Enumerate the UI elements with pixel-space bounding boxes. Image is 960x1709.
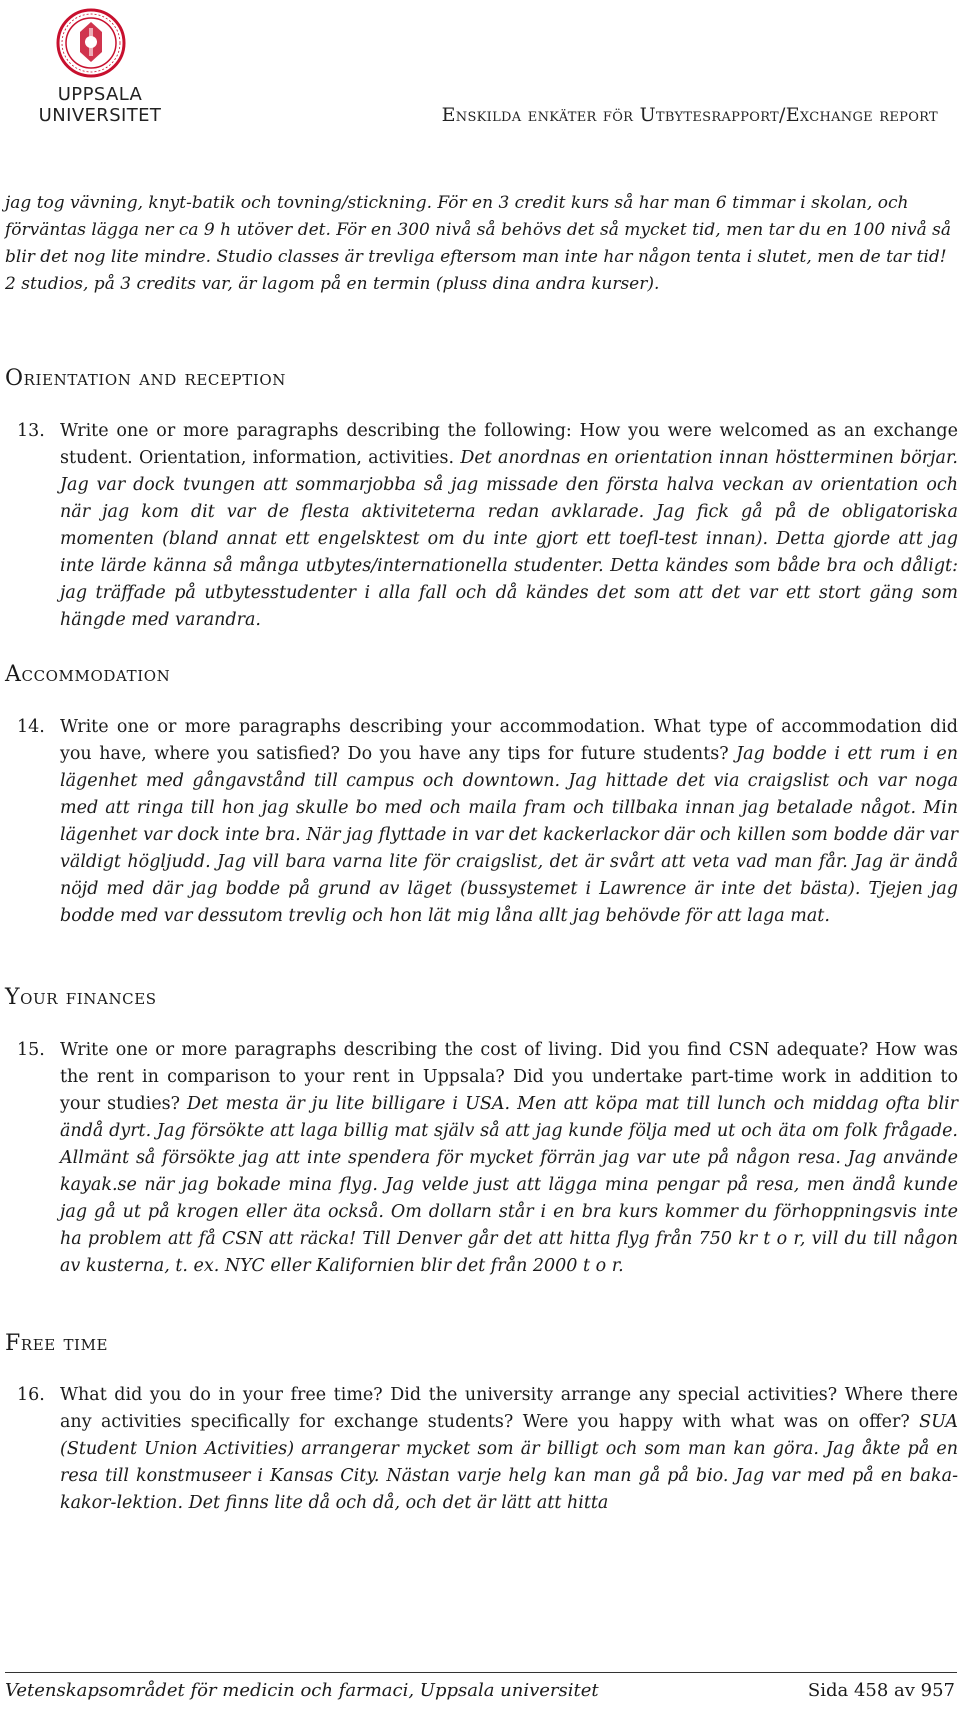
question-number-16: 16. xyxy=(17,1385,45,1405)
page-number: Sida 458 av 957 xyxy=(807,1680,955,1701)
section-title-accommodation: Accommodation xyxy=(5,662,171,687)
page-header xyxy=(0,0,960,140)
intro-paragraph: jag tog vävning, knyt-batik och tovning/stickning. För en 3 credit kurs så har man 6 timmar i skolan, och förväntas lägga ner ca 9 h utöver det. För en 300 nivå så behövs det så mycket tid, men tar du en 100 nivå så blir det nog lite mindre. Studio classes är trevliga eftersom man inte har någon tenta i slutet, men de tar tid! 2 studios, på 3 credits var, är lagom på en termin (pluss dina andra kurser). xyxy=(5,193,951,294)
question-14 xyxy=(60,714,958,930)
section-title-free-time: Free time xyxy=(5,1331,109,1356)
question-13 xyxy=(60,418,958,634)
question-16-text: What did you do in your free time? Did the university arrange any special activities? Where there any activities specifically for exchange students? Were you happy with what was on offer? xyxy=(60,1385,958,1432)
section-title-orientation: Orientation and reception xyxy=(5,366,286,391)
question-14-text: Write one or more paragraphs describing your accommodation. What type of accommodation did you have, where you satisfied? Do you have any tips for future students? xyxy=(60,717,958,764)
answer-16-text: SUA (Student Union Activities) arrangerar mycket som är billigt och som man kan göra. Jag åkte på en resa till konstmuseer i Kansas City. Nästan varje helg kan man gå på bio. Jag var med på en baka-kakor-lektion. Det finns lite då och då, och det är lätt att hitta xyxy=(60,1412,958,1513)
question-13-text: Write one or more paragraphs describing the following: How you were welcomed as an exchange student. Orientation, information, activities. xyxy=(60,421,958,468)
report-title: Enskilda enkäter för Utbytesrapport/Exchange report xyxy=(441,104,938,126)
question-number-14: 14. xyxy=(17,717,45,737)
answer-13-text: Det anordnas en orientation innan höstterminen börjar. Jag var dock tvungen att sommarjobba så jag missade den första halva veckan av orientation och när jag kom dit var de flesta aktiviteterna redan avklarade. Jag fick gå på de obligatoriska momenten (bland annat ett engelsktest om du inte gjort ett toefl-test innan). Detta gjorde att jag inte lärde känna så många utbytes/internationella studenter. Detta kändes som både bra och dåligt: jag träffade på utbytesstudenter i alla fall och då kändes det som att det var ett stort gäng som hängde med varandra. xyxy=(60,448,958,630)
university-name xyxy=(30,84,170,126)
question-16 xyxy=(60,1382,958,1517)
university-name-line1: UPPSALA xyxy=(57,84,143,105)
footer-divider xyxy=(5,1672,957,1673)
section-title-finances: Your finances xyxy=(5,985,157,1010)
question-15-text: Write one or more paragraphs describing the cost of living. Did you find CSN adequate? How was the rent in comparison to your rent in Uppsala? Did you undertake part-time work in addition to your studies? xyxy=(60,1040,958,1114)
question-number-13: 13. xyxy=(17,421,45,441)
footer-institution: Vetenskapsområdet för medicin och farmaci, Uppsala universitet xyxy=(5,1680,599,1701)
uppsala-seal-icon xyxy=(56,8,126,78)
question-15 xyxy=(60,1037,958,1280)
university-name-line2: UNIVERSITET xyxy=(38,105,162,126)
question-number-15: 15. xyxy=(17,1040,45,1060)
answer-14-text: Jag bodde i ett rum i en lägenhet med gångavstånd till campus och downtown. Jag hittade det via craigslist och var noga med att ringa till hon jag skulle bo med och maila fram och tillbaka innan jag betalade något. Min lägenhet var dock inte bra. När jag flyttade in var det kackerlackor där och killen som bodde där var väldigt högljudd. Jag vill bara varna lite för craigslist, det är svårt att veta vad man får. Jag är ändå nöjd med där jag bodde på grund av läget (bussystemet i Lawrence är inte det bästa). Tjejen jag bodde med var dessutom trevlig och hon lät mig låna allt jag behövde för att laga mat. xyxy=(60,744,958,926)
answer-15-text: Det mesta är ju lite billigare i USA. Men att köpa mat till lunch och middag ofta blir ändå dyrt. Jag försökte att laga billig mat själv så att jag kunde följa med ut och äta om folk frågade. Allmänt så försökte jag att inte spendera för mycket förrän jag var ute på någon resa. Jag använde kayak.se när jag bokade mina flyg. Jag velde just att lägga mina pengar på resa, men ändå kunde jag gå ut på krogen eller äta också. Om dollarn står i en bra kurs kommer du förhoppningsvis inte ha problem att få CSN att räcka! Till Denver går det att hitta flyg från 750 kr t o r, vill du till någon av kusterna, t. ex. NYC eller Kalifornien blir det från 2000 t o r. xyxy=(60,1094,958,1276)
